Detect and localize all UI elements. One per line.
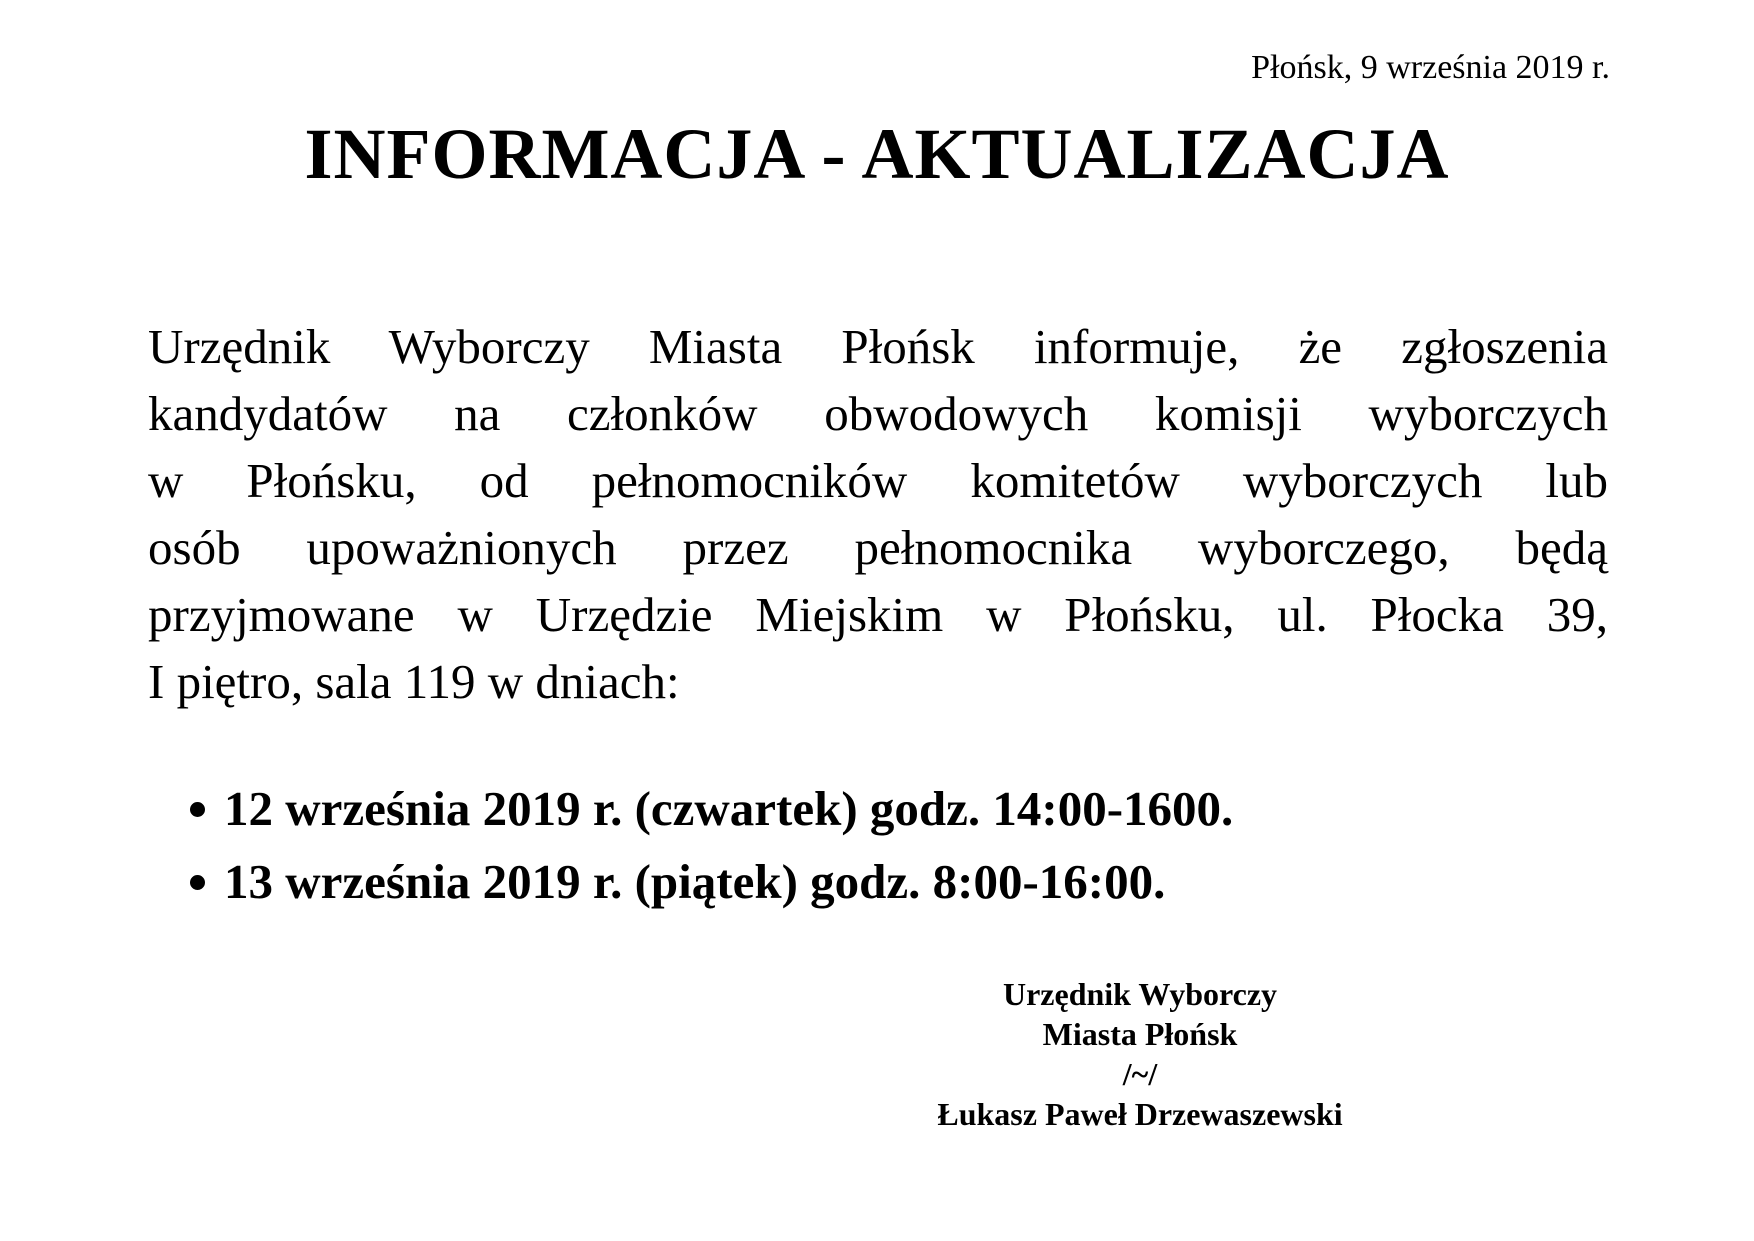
signature-office: Miasta Płońsk (1042, 1016, 1238, 1052)
body-line: w Płońsku, od pełnomocników komitetów wyborczych lub (148, 453, 1608, 508)
place-and-date: Płońsk, 9 września 2019 r. (1251, 49, 1610, 86)
body-line: kandydatów na członków obwodowych komisji wyborczych (148, 386, 1608, 441)
dates-list (186, 772, 1233, 918)
signature-title: Urzędnik Wyborczy (1002, 976, 1278, 1012)
signature-block (895, 974, 1385, 1134)
body-line: I piętro, sala 119 w dniach: (148, 654, 680, 709)
document-title: INFORMACJA - AKTUALIZACJA (304, 114, 1450, 194)
signature-mark: /~/ (1122, 1056, 1158, 1092)
signature-name: Łukasz Paweł Drzewaszewski (937, 1096, 1343, 1132)
body-line: Urzędnik Wyborczy Miasta Płońsk informuje, że zgłoszenia (148, 319, 1608, 374)
announcement-body (148, 313, 1608, 715)
list-item (186, 845, 1233, 918)
bullet-icon (190, 802, 205, 817)
bullet-icon (190, 875, 205, 890)
list-item (186, 772, 1233, 845)
body-line: przyjmowane w Urzędzie Miejskim w Płońsku, ul. Płocka 39, (148, 587, 1608, 642)
body-line: osób upoważnionych przez pełnomocnika wyborczego, będą (148, 520, 1608, 575)
date-item-text: 12 września 2019 r. (czwartek) godz. 14:00-1600. (224, 781, 1234, 836)
date-item-text: 13 września 2019 r. (piątek) godz. 8:00-16:00. (224, 854, 1166, 909)
